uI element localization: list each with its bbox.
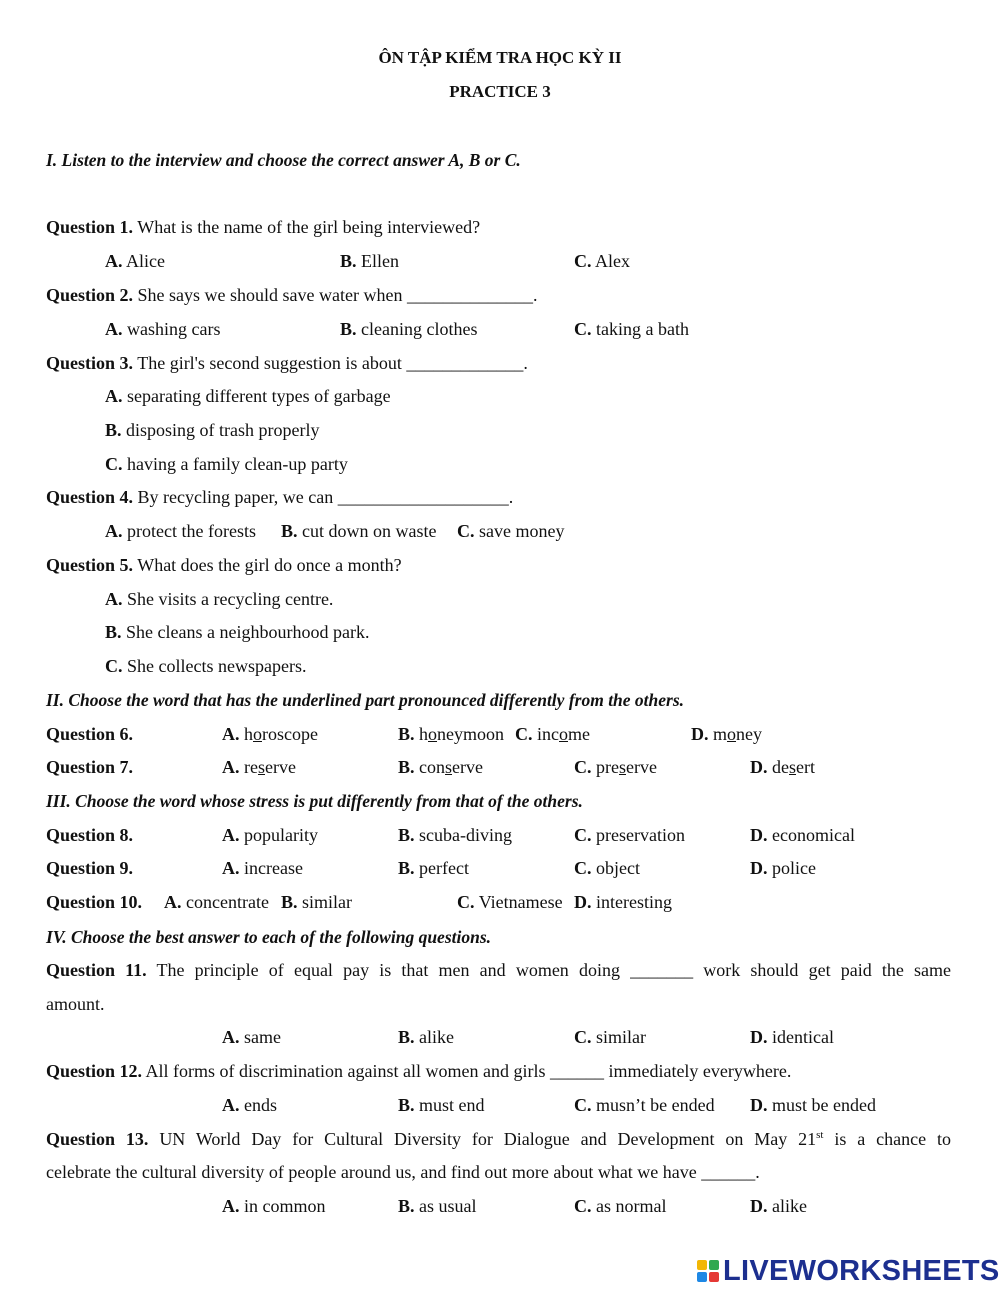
option-a[interactable]: A. Alice <box>105 251 165 271</box>
question-7-label: Question 7. <box>46 757 134 777</box>
option-d[interactable]: D. identical <box>750 1027 834 1047</box>
option-d[interactable]: D. money <box>691 724 763 744</box>
option-d[interactable]: D. interesting <box>574 892 672 912</box>
option-b[interactable]: B. alike <box>398 1027 454 1047</box>
question-3 <box>46 352 528 374</box>
question-label: Question 2. <box>46 285 134 305</box>
question-label: Question 3. <box>46 353 134 373</box>
option-c[interactable]: C. income <box>515 724 590 744</box>
option-b[interactable]: B. similar <box>281 892 353 912</box>
option-a[interactable]: A. popularity <box>222 825 318 845</box>
option-c[interactable]: C. preservation <box>574 825 685 845</box>
option-c[interactable]: C. having a family clean-up party <box>105 454 348 474</box>
option-c[interactable]: C. musn’t be ended <box>574 1095 715 1115</box>
question-text: What is the name of the girl being interviewed? <box>137 217 481 237</box>
question-5 <box>46 554 402 576</box>
section-heading-2: II. Choose the word that has the underlined part pronounced differently from the others. <box>46 690 685 710</box>
option-b[interactable]: B. must end <box>398 1095 485 1115</box>
question-text: By recycling paper, we can ___________________. <box>137 487 514 507</box>
question-4 <box>46 486 513 508</box>
section-heading-4: IV. Choose the best answer to each of the following questions. <box>46 927 492 947</box>
option-d[interactable]: D. police <box>750 858 816 878</box>
question-label: Question 13. <box>46 1129 149 1149</box>
question-2 <box>46 284 537 306</box>
logo-text: LIVEWORKSHEETS <box>723 1255 1000 1287</box>
question-label: Question 5. <box>46 555 134 575</box>
question-11-continued: amount. <box>46 994 105 1014</box>
option-c[interactable]: C. similar <box>574 1027 646 1047</box>
option-c[interactable]: C. as normal <box>574 1196 667 1216</box>
option-b[interactable]: B. scuba-diving <box>398 825 512 845</box>
question-1 <box>46 216 480 238</box>
question-text: The principle of equal pay is that men and women doing _______ work should get paid the same <box>156 960 952 980</box>
option-b[interactable]: B. as usual <box>398 1196 477 1216</box>
logo-square <box>709 1272 719 1282</box>
option-c[interactable]: C. taking a bath <box>574 319 689 339</box>
page-title: ÔN TẬP KIỂM TRA HỌC KỲ II <box>378 48 622 67</box>
option-a[interactable]: A. reserve <box>222 757 296 777</box>
option-a[interactable]: A. horoscope <box>222 724 318 744</box>
option-a[interactable]: A. separating different types of garbage <box>105 386 391 406</box>
option-b[interactable]: B. Ellen <box>340 251 400 271</box>
option-b[interactable]: B. perfect <box>398 858 469 878</box>
option-d[interactable]: D. must be ended <box>750 1095 876 1115</box>
logo-squares-icon <box>697 1260 719 1282</box>
logo-square <box>697 1272 707 1282</box>
question-8-label: Question 8. <box>46 825 134 845</box>
option-d[interactable]: D. desert <box>750 757 815 777</box>
option-a[interactable]: A. concentrate <box>164 892 269 912</box>
option-a[interactable]: A. ends <box>222 1095 277 1115</box>
option-b[interactable]: B. conserve <box>398 757 484 777</box>
question-13-continued: celebrate the cultural diversity of people around us, and find out more about what we have ______. <box>46 1162 760 1182</box>
option-c[interactable]: C. object <box>574 858 640 878</box>
option-b[interactable]: B. She cleans a neighbourhood park. <box>105 622 370 642</box>
option-b[interactable]: B. cut down on waste <box>281 521 437 541</box>
option-a[interactable]: A. increase <box>222 858 303 878</box>
question-label: Question 4. <box>46 487 134 507</box>
option-b[interactable]: B. cleaning clothes <box>340 319 478 339</box>
question-text: She says we should save water when ______________. <box>137 285 538 305</box>
logo-square <box>709 1260 719 1270</box>
option-c[interactable]: C. save money <box>457 521 565 541</box>
option-b[interactable]: B. honeymoon <box>398 724 505 744</box>
question-text: The girl's second suggestion is about _____________. <box>137 353 528 373</box>
question-11 <box>46 959 951 981</box>
option-d[interactable]: D. alike <box>750 1196 807 1216</box>
option-c[interactable]: C. Vietnamese <box>457 892 563 912</box>
section-heading-1: I. Listen to the interview and choose the correct answer A, B or C. <box>46 150 521 170</box>
option-a[interactable]: A. She visits a recycling centre. <box>105 589 334 609</box>
option-a[interactable]: A. in common <box>222 1196 326 1216</box>
question-9-label: Question 9. <box>46 858 134 878</box>
question-label: Question 11. <box>46 960 147 980</box>
question-13: Question 13. UN World Day for Cultural Diversity for Dialogue and Development on May 21st is a chance to <box>46 1129 952 1149</box>
option-c[interactable]: C. Alex <box>574 251 631 271</box>
section-heading-3: III. Choose the word whose stress is put differently from that of the others. <box>46 791 583 811</box>
question-text: All forms of discrimination against all women and girls ______ immediately everywhere. <box>145 1061 792 1081</box>
option-c[interactable]: C. She collects newspapers. <box>105 656 307 676</box>
option-c[interactable]: C. preserve <box>574 757 657 777</box>
question-label: Question 1. <box>46 217 134 237</box>
question-12 <box>46 1060 791 1082</box>
option-a[interactable]: A. same <box>222 1027 281 1047</box>
option-a[interactable]: A. washing cars <box>105 319 221 339</box>
question-10-label: Question 10. <box>46 892 143 912</box>
liveworksheets-logo[interactable] <box>697 1255 1000 1287</box>
option-b[interactable]: B. disposing of trash properly <box>105 420 320 440</box>
question-text: What does the girl do once a month? <box>137 555 402 575</box>
question-label: Question 12. <box>46 1061 143 1081</box>
question-6-label: Question 6. <box>46 724 134 744</box>
option-d[interactable]: D. economical <box>750 825 855 845</box>
page-subtitle: PRACTICE 3 <box>449 82 551 101</box>
logo-square <box>697 1260 707 1270</box>
option-a[interactable]: A. protect the forests <box>105 521 256 541</box>
